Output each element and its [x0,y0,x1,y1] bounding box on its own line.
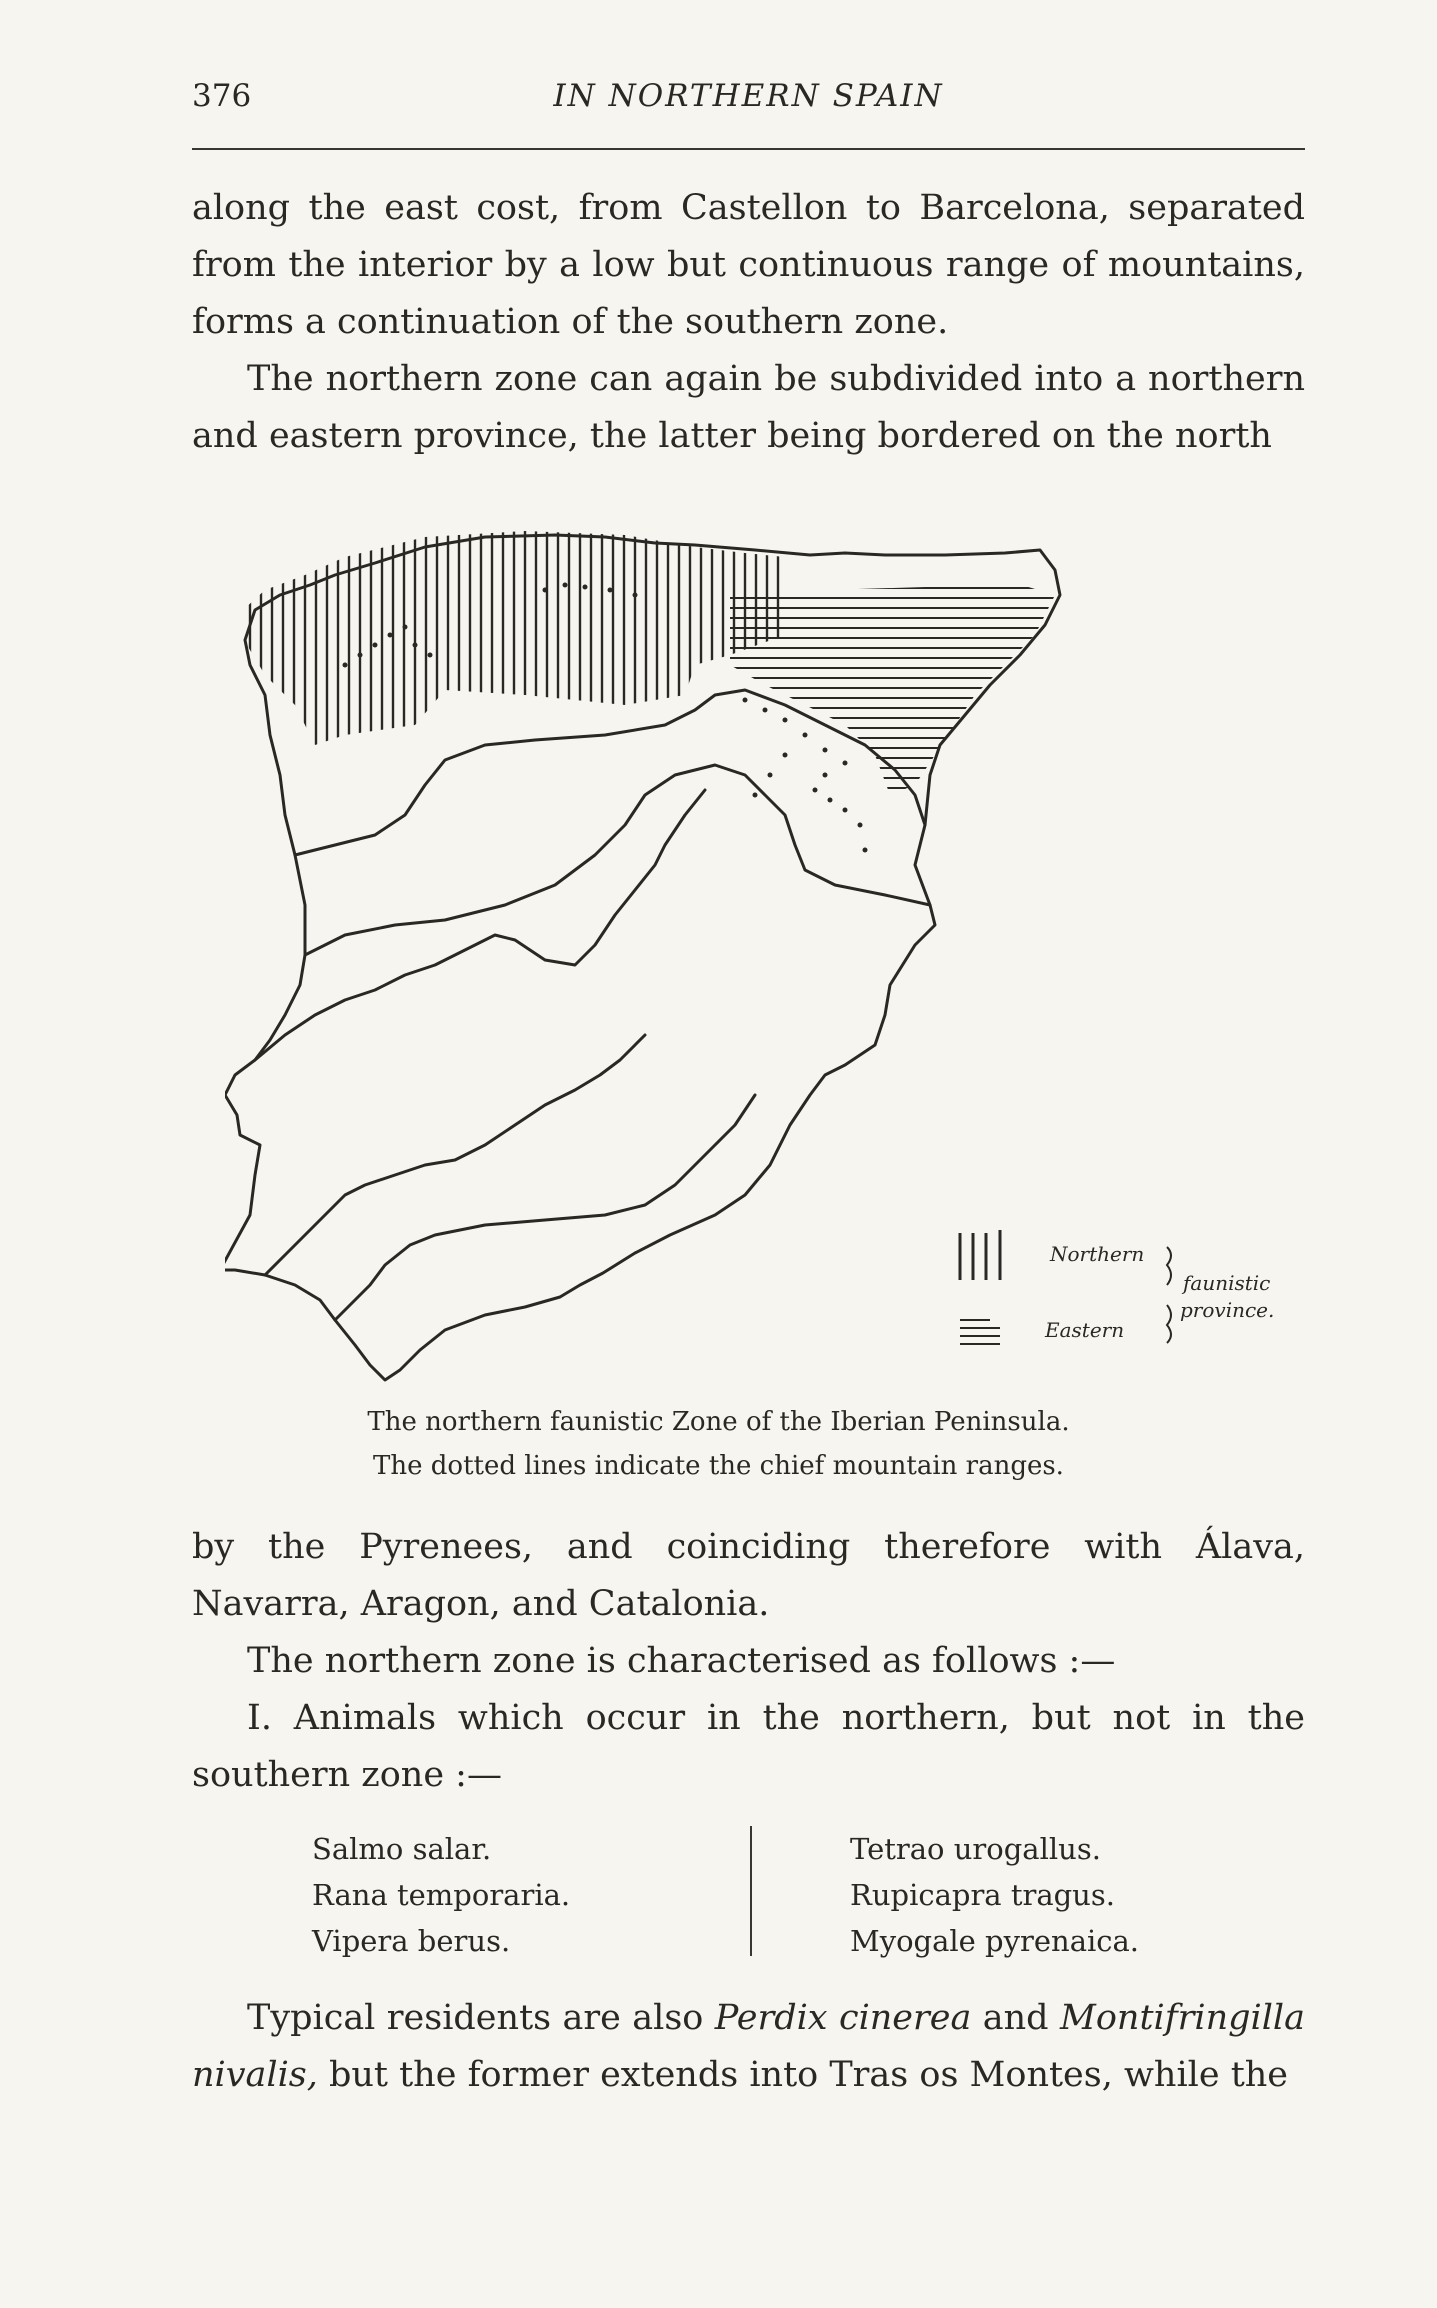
caption-line: The northern faunistic Zone of the Iberian Peninsula. [367,1407,1070,1437]
species-column-right [850,1826,1139,1964]
species-item: Vipera berus. [312,1924,511,1958]
eastern-legend-swatch [960,1320,1000,1344]
closing-middle: and [971,1998,1060,2038]
paragraph [192,1990,1305,2104]
closing-prefix: Typical residents are also [247,1998,715,2038]
zone-boundary [265,1035,645,1275]
paragraph: The northern zone can again be subdivided into a northern and eastern province, the latter being bordered on the north [192,359,1305,456]
species-item: Rupicapra tragus. [850,1878,1115,1912]
legend-eastern-label: Eastern [1045,1318,1125,1342]
northern-province-area [243,531,785,745]
zone-boundary [335,1095,755,1320]
species-column-left [312,1826,570,1964]
species-name-italic: Perdix cinerea [714,1998,972,2038]
paragraph: The northern zone is characterised as follows :— [247,1641,1116,1681]
species-item: Tetrao urogallus. [850,1832,1101,1866]
northern-legend-swatch [960,1230,1000,1280]
figure-caption [0,1400,1437,1488]
legend-brace [1167,1247,1171,1343]
species-list [312,1826,1212,1966]
paragraph: I. Animals which occur in the northern, but not in the southern zone :— [192,1698,1305,1795]
species-item: Rana temporaria. [312,1878,571,1912]
paragraph: along the east cost, from Castellon to Barcelona, separated from the interior by a low but continuous range of mountains, forms a continuation of the southern zone. [192,188,1305,342]
body-text-bottom [192,1519,1305,1804]
eastern-province-area [730,583,1055,795]
page-number: 376 [192,78,252,114]
iberian-peninsula-map [225,495,1295,1395]
map-figure [225,495,1295,1395]
closing-suffix: but the former extends into Tras os Montes, while the [317,2055,1289,2095]
column-divider [750,1826,752,1956]
species-item: Salmo salar. [312,1832,492,1866]
map-legend [960,1230,1274,1344]
species-name-italic: Montifringilla nivalis, [192,1998,1305,2095]
running-title: IN NORTHERN SPAIN [553,78,944,114]
legend-northern-label: Northern [1050,1242,1145,1266]
body-text-closing [192,1990,1305,2104]
zone-boundary [255,790,705,1060]
zone-boundary [305,765,930,955]
header-rule [192,148,1305,150]
species-item: Myogale pyrenaica. [850,1924,1140,1958]
legend-province-label: province. [1180,1298,1275,1322]
caption-line: The dotted lines indicate the chief mountain ranges. [373,1451,1064,1481]
paragraph: by the Pyrenees, and coinciding therefore with Álava, Navarra, Aragon, and Catalonia. [192,1527,1305,1624]
legend-faunistic-label: faunistic [1183,1271,1271,1295]
body-text-top [192,180,1305,465]
running-head [192,78,1305,124]
